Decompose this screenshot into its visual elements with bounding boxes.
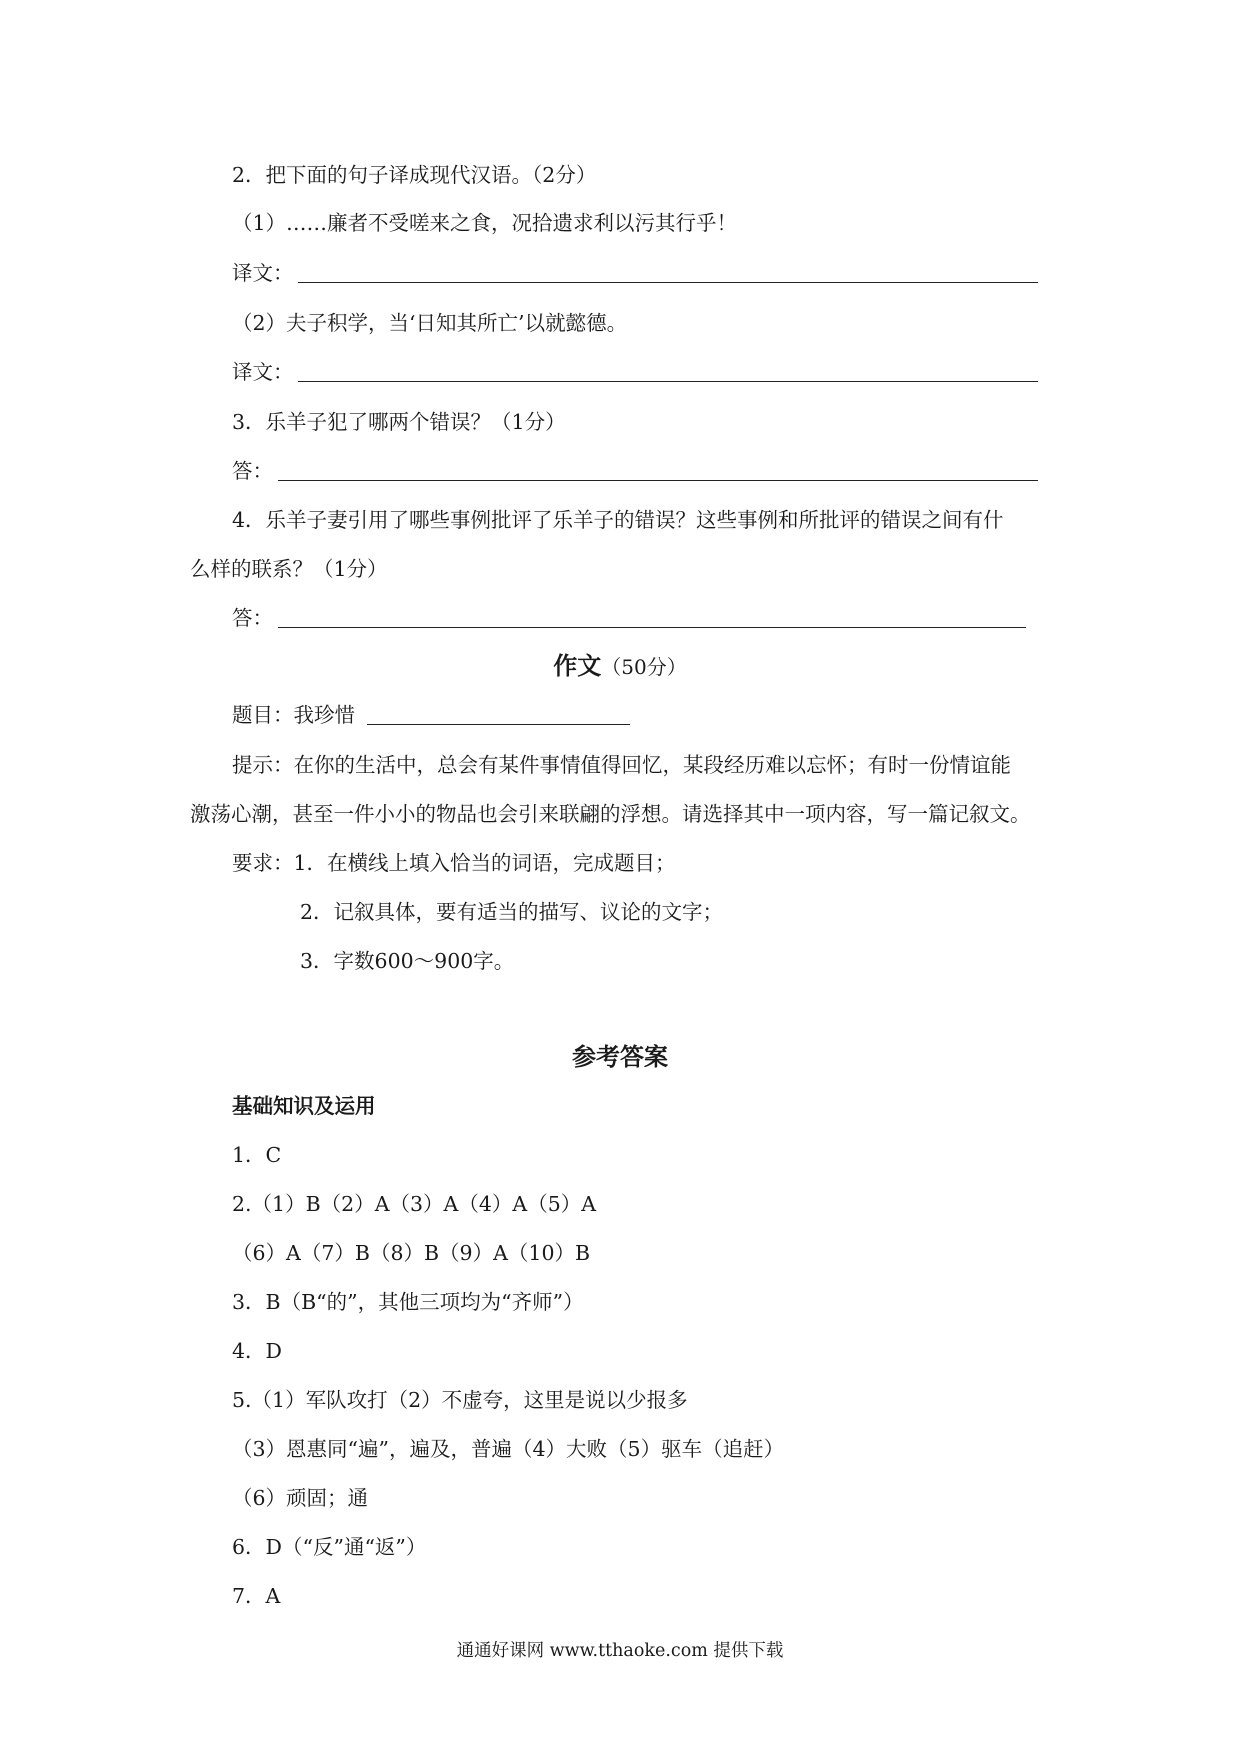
page-footer: 通通好课网 www.tthaoke.com 提供下载 — [456, 1641, 784, 1661]
answer-6: 6．D（“反”通“返”） — [232, 1535, 427, 1559]
answer-label-3: 答： — [232, 459, 273, 483]
answer-5-line-2: （3）恩惠同“遍”，遍及，普遍（4）大败（5）驱车（追赶） — [232, 1437, 785, 1461]
question-4-line-1: 4．乐羊子妻引用了哪些事例批评了乐羊子的错误？这些事例和所批评的错误之间有什 — [232, 508, 1004, 532]
essay-points: （50分） — [601, 655, 687, 679]
translation-label-1: 译文： — [232, 261, 294, 285]
essay-requirement-3: 3．字数600～900字。 — [300, 949, 515, 973]
question-4-line-2: 么样的联系？（1分） — [190, 557, 388, 581]
essay-hint-line-1: 提示：在你的生活中，总会有某件事情值得回忆，某段经历难以忘怀；有时一份情谊能 — [232, 753, 1011, 777]
answer-7: 7．A — [232, 1584, 281, 1608]
answers-section-title: 基础知识及运用 — [232, 1094, 376, 1118]
answer-1: 1．C — [232, 1143, 282, 1167]
answer-line-translation-1 — [298, 282, 1038, 283]
answer-5-line-1: 5.（1）军队攻打（2）不虚夸，这里是说以少报多 — [232, 1388, 688, 1412]
question-2-part-1: （1）……廉者不受嗟来之食，况拾遗求利以污其行乎！ — [232, 211, 738, 235]
question-3: 3．乐羊子犯了哪两个错误？（1分） — [232, 410, 566, 434]
answers-heading: 参考答案 — [572, 1042, 668, 1071]
answer-line-4 — [278, 627, 1026, 628]
essay-heading — [0, 651, 1240, 682]
question-2: 2．把下面的句子译成现代汉语。（2分） — [232, 163, 597, 187]
answer-2-line-2: （6）A（7）B（8）B（9）A（10）B — [232, 1241, 591, 1265]
answer-4: 4．D — [232, 1339, 282, 1363]
answer-3: 3．B（B“的”，其他三项均为“齐师”） — [232, 1290, 584, 1314]
answer-5-line-3: （6）顽固；通 — [232, 1486, 369, 1510]
answer-2-line-1: 2.（1）B（2）A（3）A（4）A（5）A — [232, 1192, 597, 1216]
question-2-part-2: （2）夫子积学，当‘日知其所亡’以就懿德。 — [232, 311, 628, 335]
essay-topic-blank — [367, 724, 630, 725]
essay-requirement-1: 要求：1．在横线上填入恰当的词语，完成题目； — [232, 851, 676, 875]
answer-line-translation-2 — [298, 381, 1038, 382]
essay-requirement-2: 2．记叙具体，要有适当的描写、议论的文字； — [300, 900, 724, 924]
answer-label-4: 答： — [232, 606, 273, 630]
essay-topic: 题目：我珍惜 — [232, 703, 355, 727]
essay-hint-line-2: 激荡心潮，甚至一件小小的物品也会引来联翩的浮想。请选择其中一项内容，写一篇记叙文。 — [190, 802, 1031, 826]
answer-line-3 — [278, 480, 1038, 481]
translation-label-2: 译文： — [232, 360, 294, 384]
essay-title: 作文 — [553, 651, 602, 680]
